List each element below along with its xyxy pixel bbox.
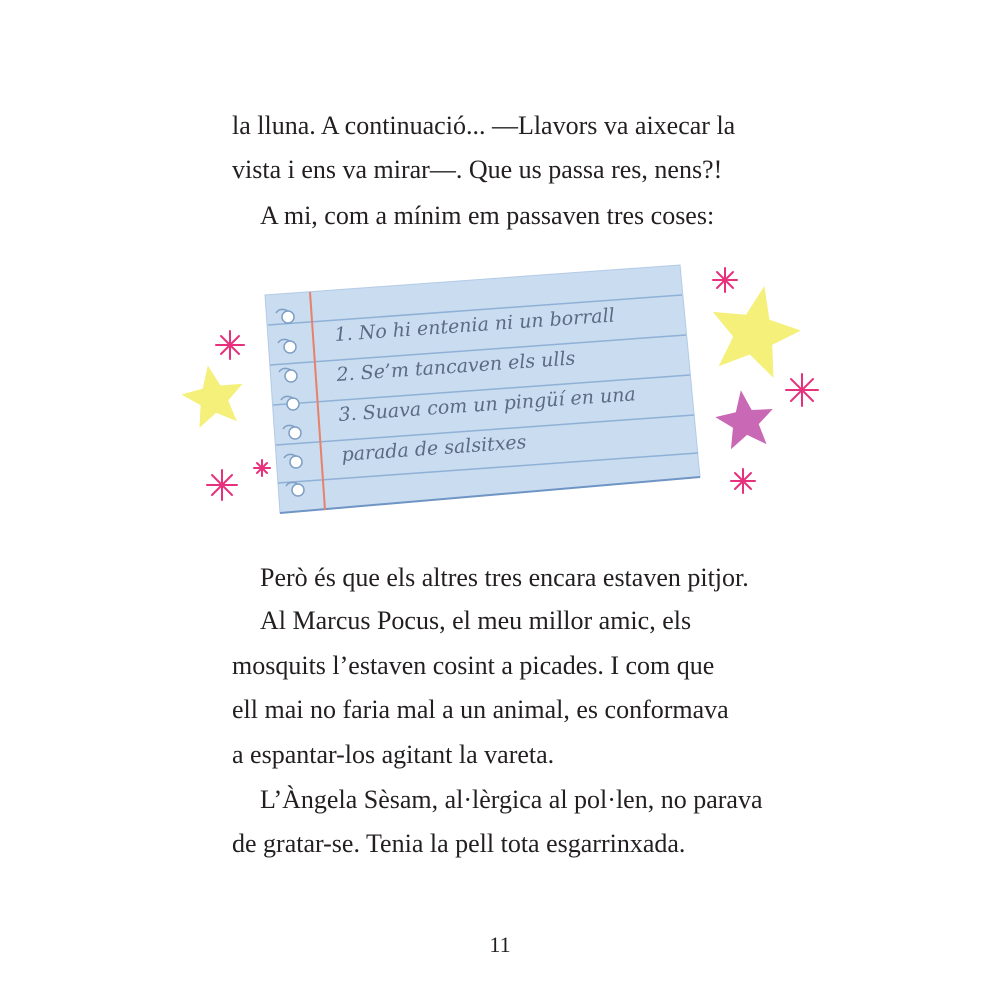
- text-line-9: L’Àngela Sèsam, al·lèrgica al pol·len, no parava: [260, 785, 763, 814]
- note-line-2: 2. Se’m tancaven els ulls: [335, 347, 576, 386]
- sparkle-icon: [713, 268, 737, 292]
- text-line-2: vista i ens va mirar—. Que us passa res, nens?!: [232, 155, 723, 184]
- notebook-paper: [265, 265, 700, 513]
- page-number: 11: [489, 932, 511, 957]
- note-illustration: [180, 255, 830, 525]
- note-line-3: 3. Suava com un pingüí en una: [337, 383, 637, 426]
- text-line-4: Però és que els altres tres encara estaven pitjor.: [260, 563, 749, 592]
- text-line-1: la lluna. A continuació... —Llavors va aixecar la: [232, 111, 736, 140]
- yellow-star-icon: [702, 277, 808, 382]
- sparkle-icon: [207, 470, 237, 500]
- purple-star-icon: [712, 386, 777, 451]
- text-line-10: de gratar-se. Tenia la pell tota esgarrinxada.: [232, 829, 686, 858]
- text-line-6: mosquits l’estaven cosint a picades. I com que: [232, 651, 715, 680]
- text-line-7: ell mai no faria mal a un animal, es conformava: [232, 695, 729, 724]
- text-line-3: A mi, com a mínim em passaven tres coses:: [260, 201, 715, 230]
- sparkle-icon: [216, 331, 244, 359]
- text-line-5: Al Marcus Pocus, el meu millor amic, els: [260, 606, 692, 635]
- text-line-8: a espantar-los agitant la vareta.: [232, 740, 555, 769]
- note-line-4: parada de salsitxes: [340, 431, 528, 466]
- sparkle-icon: [731, 469, 755, 493]
- note-line-1: 1. No hi entenia ni un borrall: [333, 304, 616, 346]
- sparkle-icon: [254, 460, 270, 476]
- yellow-star-icon: [180, 360, 249, 430]
- sparkle-icon: [786, 374, 818, 406]
